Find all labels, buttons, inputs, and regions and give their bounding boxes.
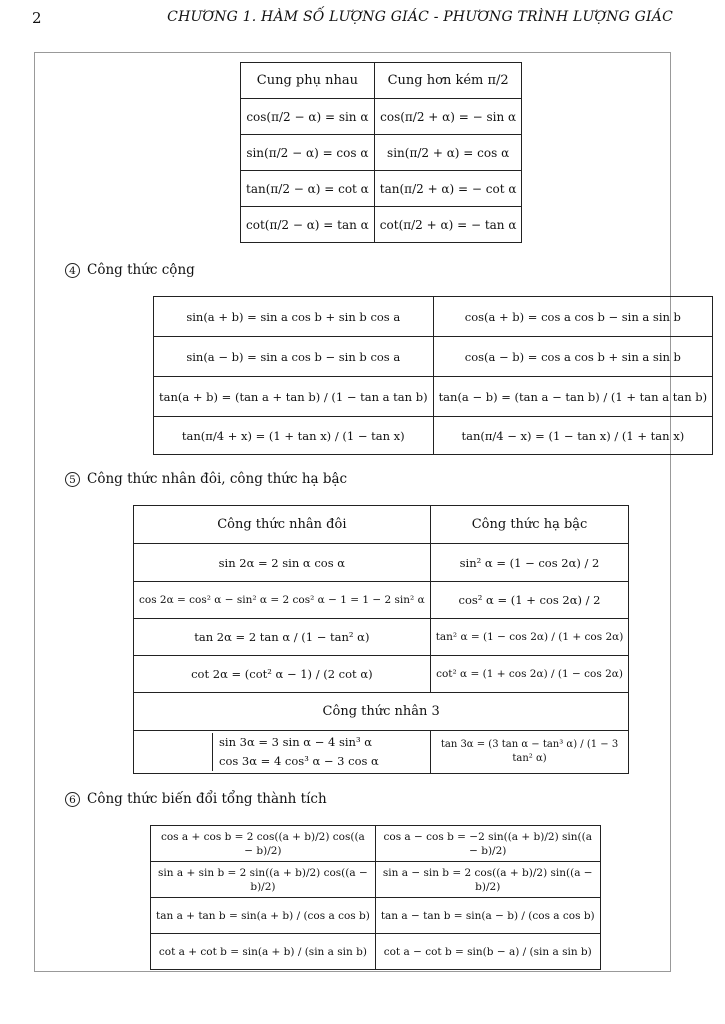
formula-cell: cot a − cot b = sin(b − a) / (sin a sin b) xyxy=(375,934,600,970)
table-header: Cung hơn kém π/2 xyxy=(374,63,522,99)
formula-cell: cot² α = (1 + cos 2α) / (1 − cos 2α) xyxy=(430,656,629,693)
section-number-badge: 6 xyxy=(65,792,80,807)
section-heading-addition xyxy=(65,262,195,278)
formula-cell: tan² α = (1 − cos 2α) / (1 + cos 2α) xyxy=(430,619,629,656)
formula-cell: tan 3α = (3 tan α − tan³ α) / (1 − 3 tan² α) xyxy=(430,731,629,774)
formula-cell: tan a + tan b = sin(a + b) / (cos a cos b) xyxy=(151,898,376,934)
formula-cell: cot(π/2 − α) = tan α xyxy=(241,207,375,243)
formula-cell: tan(a − b) = (tan a − tan b) / (1 + tan a tan b) xyxy=(433,377,713,417)
formula-cell: cos² α = (1 + cos 2α) / 2 xyxy=(430,582,629,619)
formula-cell: tan(π/4 − x) = (1 − tan x) / (1 + tan x) xyxy=(433,417,713,455)
formula-cell xyxy=(134,731,431,774)
triple-sin-formula: sin 3α = 3 sin α − 4 sin³ α xyxy=(212,733,425,752)
section-number-badge: 4 xyxy=(65,263,80,278)
formula-cell: sin(π/2 + α) = cos α xyxy=(374,135,522,171)
formula-cell: cot(π/2 + α) = − tan α xyxy=(374,207,522,243)
formula-cell: cos(π/2 − α) = sin α xyxy=(241,99,375,135)
formula-cell: cos 2α = cos² α − sin² α = 2 cos² α − 1 = 1 − 2 sin² α xyxy=(134,582,431,619)
formula-cell: sin² α = (1 − cos 2α) / 2 xyxy=(430,544,629,582)
formula-cell: cos(a − b) = cos a cos b + sin a sin b xyxy=(433,337,713,377)
formula-cell: tan 2α = 2 tan α / (1 − tan² α) xyxy=(134,619,431,656)
formula-cell: tan(π/2 − α) = cot α xyxy=(241,171,375,207)
table-complementary-arcs xyxy=(240,62,522,243)
formula-cell: cos(a + b) = cos a cos b − sin a sin b xyxy=(433,297,713,337)
formula-cell: sin(a + b) = sin a cos b + sin b cos a xyxy=(154,297,434,337)
formula-cell: cos(π/2 + α) = − sin α xyxy=(374,99,522,135)
table-double-angle-formulas xyxy=(133,505,629,774)
section-heading-sum-to-product xyxy=(65,791,327,807)
formula-cell: tan(π/2 + α) = − cot α xyxy=(374,171,522,207)
section-number-badge: 5 xyxy=(65,472,80,487)
formula-cell: cot 2α = (cot² α − 1) / (2 cot α) xyxy=(134,656,431,693)
formula-cell: sin(a − b) = sin a cos b − sin b cos a xyxy=(154,337,434,377)
table-addition-formulas xyxy=(153,296,713,455)
chapter-header: CHƯƠNG 1. HÀM SỐ LƯỢNG GIÁC - PHƯƠNG TRÌNH LƯỢNG GIÁC xyxy=(167,9,673,25)
formula-cell: cot a + cot b = sin(a + b) / (sin a sin b) xyxy=(151,934,376,970)
table-header: Cung phụ nhau xyxy=(241,63,375,99)
table-sum-to-product xyxy=(150,825,601,970)
page-number: 2 xyxy=(32,9,42,27)
formula-cell: tan(π/4 + x) = (1 + tan x) / (1 − tan x) xyxy=(154,417,434,455)
table-header: Công thức hạ bậc xyxy=(430,506,629,544)
section-heading-double-angle xyxy=(65,471,347,487)
formula-cell: cos a − cos b = −2 sin((a + b)/2) sin((a − b)/2) xyxy=(375,826,600,862)
table-header: Công thức nhân đôi xyxy=(134,506,431,544)
formula-cell: tan a − tan b = sin(a − b) / (cos a cos b) xyxy=(375,898,600,934)
section-title: Công thức nhân đôi, công thức hạ bậc xyxy=(87,471,348,487)
triple-cos-formula: cos 3α = 4 cos³ α − 3 cos α xyxy=(212,752,425,771)
formula-cell: cos a + cos b = 2 cos((a + b)/2) cos((a − b)/2) xyxy=(151,826,376,862)
formula-cell: tan(a + b) = (tan a + tan b) / (1 − tan a tan b) xyxy=(154,377,434,417)
section-title: Công thức biến đổi tổng thành tích xyxy=(87,791,327,807)
formula-cell: sin(π/2 − α) = cos α xyxy=(241,135,375,171)
formula-cell: sin 2α = 2 sin α cos α xyxy=(134,544,431,582)
section-title: Công thức cộng xyxy=(87,262,195,278)
formula-cell: sin a − sin b = 2 cos((a + b)/2) sin((a − b)/2) xyxy=(375,862,600,898)
formula-cell: sin a + sin b = 2 sin((a + b)/2) cos((a − b)/2) xyxy=(151,862,376,898)
table-subheader: Công thức nhân 3 xyxy=(134,693,629,731)
